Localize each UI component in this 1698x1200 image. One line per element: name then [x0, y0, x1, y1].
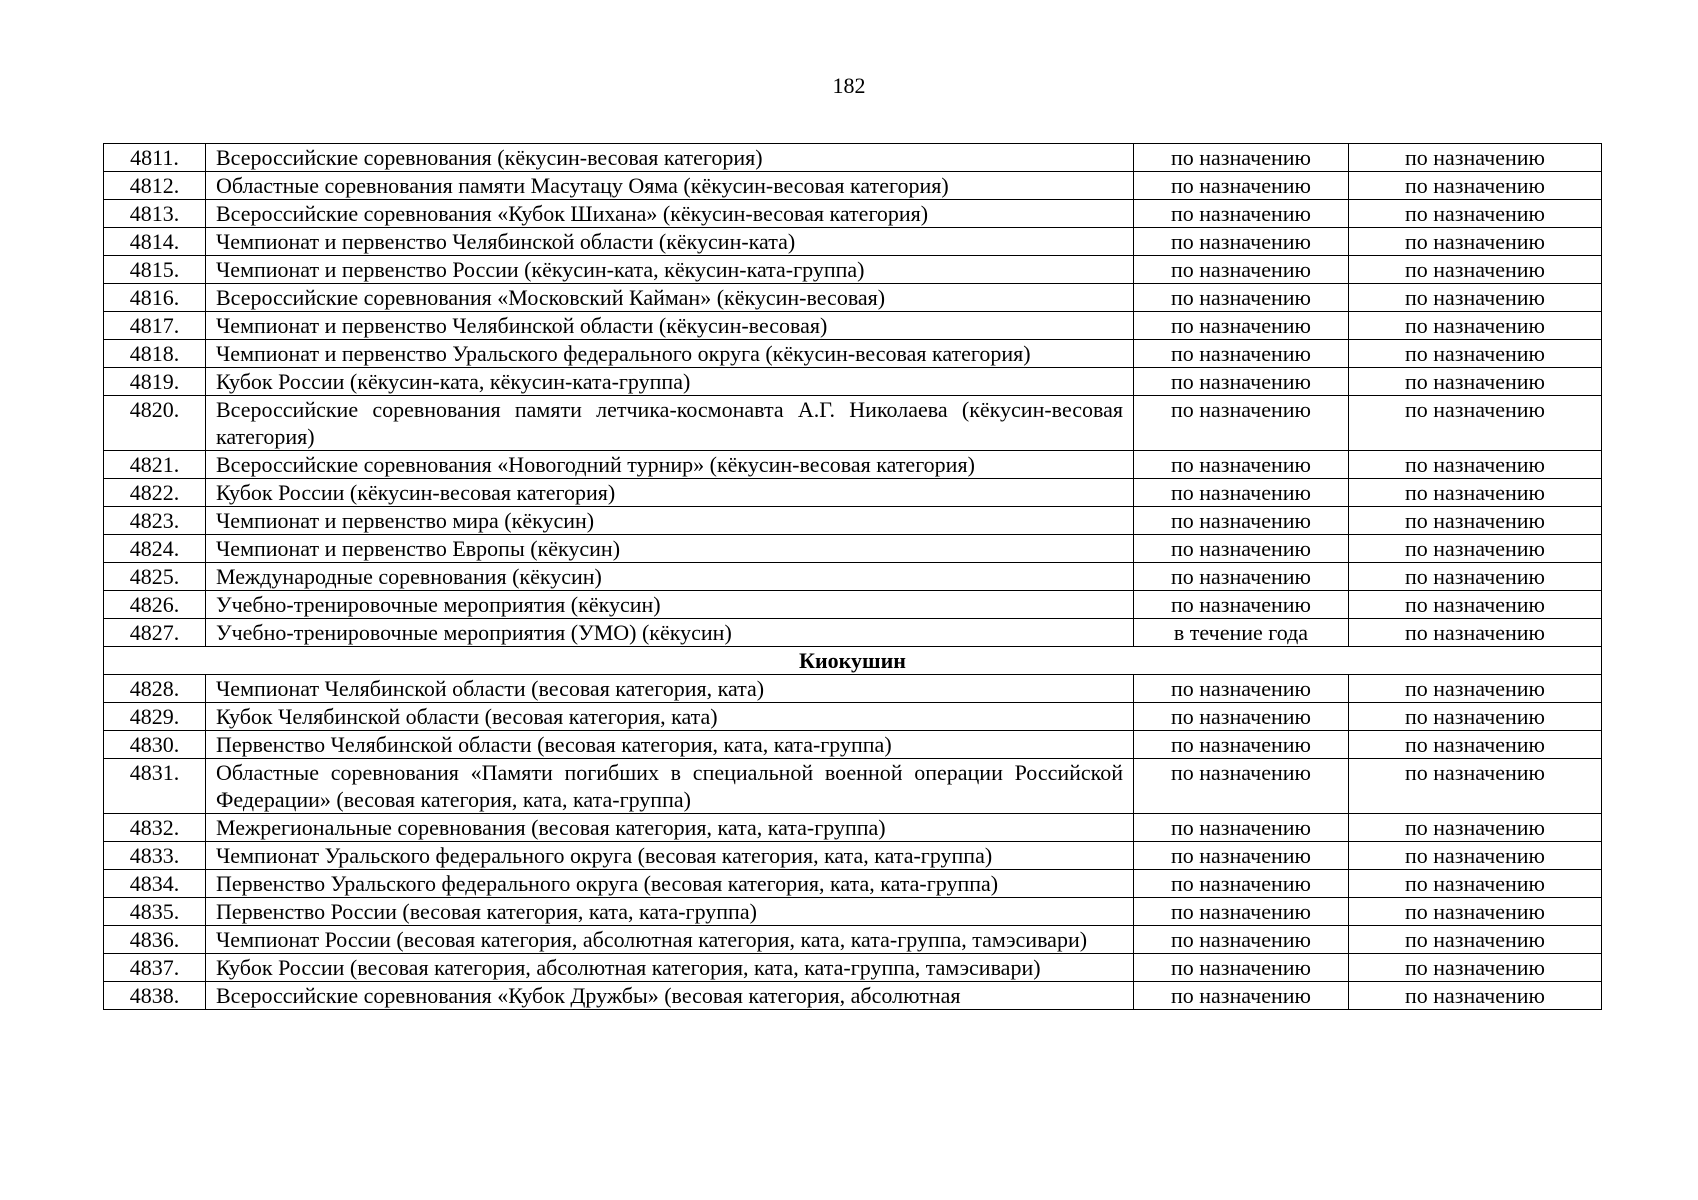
table-row: [104, 731, 1602, 759]
event-name: Областные соревнования памяти Масутацу Ояма (кёкусин-весовая категория): [206, 172, 1134, 200]
table-row: [104, 535, 1602, 563]
row-number: 4821.: [104, 451, 206, 479]
event-date: по назначению: [1134, 731, 1349, 759]
event-location: по назначению: [1349, 926, 1602, 954]
event-location: по назначению: [1349, 954, 1602, 982]
table-row: [104, 619, 1602, 647]
event-location: по назначению: [1349, 814, 1602, 842]
row-number: 4813.: [104, 200, 206, 228]
event-date: по назначению: [1134, 228, 1349, 256]
table-row: [104, 368, 1602, 396]
event-date: по назначению: [1134, 814, 1349, 842]
event-date: по назначению: [1134, 451, 1349, 479]
event-name: Всероссийские соревнования «Кубок Шихана» (кёкусин-весовая категория): [206, 200, 1134, 228]
event-name: Кубок Челябинской области (весовая категория, ката): [206, 703, 1134, 731]
event-name: Первенство Уральского федерального округа (весовая категория, ката, ката-группа): [206, 870, 1134, 898]
event-location: по назначению: [1349, 842, 1602, 870]
event-date: по назначению: [1134, 842, 1349, 870]
event-date: по назначению: [1134, 340, 1349, 368]
row-number: 4827.: [104, 619, 206, 647]
event-name: Первенство Челябинской области (весовая категория, ката, ката-группа): [206, 731, 1134, 759]
event-date: по назначению: [1134, 870, 1349, 898]
event-date: по назначению: [1134, 982, 1349, 1010]
event-date: по назначению: [1134, 703, 1349, 731]
row-number: 4812.: [104, 172, 206, 200]
event-location: по назначению: [1349, 870, 1602, 898]
event-location: по назначению: [1349, 675, 1602, 703]
event-name: Первенство России (весовая категория, ката, ката-группа): [206, 898, 1134, 926]
event-date: по назначению: [1134, 926, 1349, 954]
row-number: 4833.: [104, 842, 206, 870]
section-title: Киокушин: [104, 647, 1602, 675]
event-name: Областные соревнования «Памяти погибших в специальной военной операции Российской Федерации» (весовая категория, ката, ката-группа): [206, 759, 1134, 814]
event-name: Всероссийские соревнования «Кубок Дружбы» (весовая категория, абсолютная: [206, 982, 1134, 1010]
event-date: по назначению: [1134, 675, 1349, 703]
event-date: в течение года: [1134, 619, 1349, 647]
table-row: [104, 842, 1602, 870]
event-location: по назначению: [1349, 451, 1602, 479]
table-row: [104, 759, 1602, 814]
table-row: [104, 200, 1602, 228]
event-location: по назначению: [1349, 200, 1602, 228]
row-number: 4825.: [104, 563, 206, 591]
table-row: [104, 982, 1602, 1010]
event-name: Чемпионат и первенство Европы (кёкусин): [206, 535, 1134, 563]
row-number: 4814.: [104, 228, 206, 256]
event-date: по назначению: [1134, 563, 1349, 591]
event-name: Всероссийские соревнования (кёкусин-весовая категория): [206, 144, 1134, 172]
events-table: [103, 143, 1602, 1010]
row-number: 4816.: [104, 284, 206, 312]
row-number: 4831.: [104, 759, 206, 814]
event-location: по назначению: [1349, 619, 1602, 647]
table-row: [104, 256, 1602, 284]
row-number: 4815.: [104, 256, 206, 284]
event-date: по назначению: [1134, 200, 1349, 228]
event-date: по назначению: [1134, 312, 1349, 340]
event-location: по назначению: [1349, 507, 1602, 535]
event-name: Всероссийские соревнования памяти летчика-космонавта А.Г. Николаева (кёкусин-весовая категория): [206, 396, 1134, 451]
row-number: 4822.: [104, 479, 206, 507]
row-number: 4838.: [104, 982, 206, 1010]
table-row: [104, 396, 1602, 451]
row-number: 4836.: [104, 926, 206, 954]
table-row: [104, 312, 1602, 340]
event-location: по назначению: [1349, 982, 1602, 1010]
event-name: Межрегиональные соревнования (весовая категория, ката, ката-группа): [206, 814, 1134, 842]
event-date: по назначению: [1134, 591, 1349, 619]
event-name: Чемпионат Уральского федерального округа (весовая категория, ката, ката-группа): [206, 842, 1134, 870]
row-number: 4830.: [104, 731, 206, 759]
table-row: [104, 451, 1602, 479]
events-table-body: [104, 144, 1602, 1010]
event-location: по назначению: [1349, 256, 1602, 284]
event-location: по назначению: [1349, 731, 1602, 759]
row-number: 4828.: [104, 675, 206, 703]
event-name: Чемпионат и первенство Челябинской области (кёкусин-ката): [206, 228, 1134, 256]
event-name: Чемпионат и первенство России (кёкусин-ката, кёкусин-ката-группа): [206, 256, 1134, 284]
row-number: 4829.: [104, 703, 206, 731]
row-number: 4819.: [104, 368, 206, 396]
table-row: [104, 814, 1602, 842]
event-date: по назначению: [1134, 535, 1349, 563]
table-row: [104, 954, 1602, 982]
table-row: [104, 144, 1602, 172]
page-number: 182: [832, 73, 866, 98]
event-date: по назначению: [1134, 759, 1349, 814]
event-date: по назначению: [1134, 284, 1349, 312]
event-date: по назначению: [1134, 954, 1349, 982]
table-row: [104, 591, 1602, 619]
section-header-row: [104, 647, 1602, 675]
row-number: 4832.: [104, 814, 206, 842]
row-number: 4834.: [104, 870, 206, 898]
event-name: Чемпионат и первенство Челябинской области (кёкусин-весовая): [206, 312, 1134, 340]
table-row: [104, 228, 1602, 256]
table-row: [104, 479, 1602, 507]
event-location: по назначению: [1349, 898, 1602, 926]
row-number: 4817.: [104, 312, 206, 340]
table-row: [104, 507, 1602, 535]
table-row: [104, 563, 1602, 591]
event-location: по назначению: [1349, 759, 1602, 814]
event-location: по назначению: [1349, 479, 1602, 507]
event-name: Кубок России (кёкусин-ката, кёкусин-ката-группа): [206, 368, 1134, 396]
table-row: [104, 284, 1602, 312]
event-date: по назначению: [1134, 507, 1349, 535]
event-date: по назначению: [1134, 396, 1349, 451]
event-location: по назначению: [1349, 172, 1602, 200]
row-number: 4824.: [104, 535, 206, 563]
event-date: по назначению: [1134, 479, 1349, 507]
row-number: 4820.: [104, 396, 206, 451]
event-date: по назначению: [1134, 144, 1349, 172]
event-name: Всероссийские соревнования «Новогодний турнир» (кёкусин-весовая категория): [206, 451, 1134, 479]
row-number: 4818.: [104, 340, 206, 368]
event-name: Кубок России (весовая категория, абсолютная категория, ката, ката-группа, тамэсивари): [206, 954, 1134, 982]
event-location: по назначению: [1349, 563, 1602, 591]
event-name: Чемпионат и первенство Уральского федерального округа (кёкусин-весовая категория): [206, 340, 1134, 368]
event-date: по назначению: [1134, 256, 1349, 284]
row-number: 4823.: [104, 507, 206, 535]
event-location: по назначению: [1349, 591, 1602, 619]
event-location: по назначению: [1349, 144, 1602, 172]
event-location: по назначению: [1349, 396, 1602, 451]
table-row: [104, 870, 1602, 898]
event-location: по назначению: [1349, 312, 1602, 340]
event-location: по назначению: [1349, 535, 1602, 563]
event-location: по назначению: [1349, 340, 1602, 368]
event-date: по назначению: [1134, 898, 1349, 926]
event-date: по назначению: [1134, 368, 1349, 396]
event-name: Учебно-тренировочные мероприятия (кёкусин): [206, 591, 1134, 619]
event-date: по назначению: [1134, 172, 1349, 200]
event-name: Чемпионат России (весовая категория, абсолютная категория, ката, ката-группа, тамэсивари): [206, 926, 1134, 954]
event-name: Кубок России (кёкусин-весовая категория): [206, 479, 1134, 507]
event-location: по назначению: [1349, 228, 1602, 256]
row-number: 4811.: [104, 144, 206, 172]
event-name: Международные соревнования (кёкусин): [206, 563, 1134, 591]
table-row: [104, 172, 1602, 200]
event-name: Учебно-тренировочные мероприятия (УМО) (кёкусин): [206, 619, 1134, 647]
table-row: [104, 898, 1602, 926]
row-number: 4835.: [104, 898, 206, 926]
event-location: по назначению: [1349, 284, 1602, 312]
row-number: 4826.: [104, 591, 206, 619]
event-location: по назначению: [1349, 368, 1602, 396]
row-number: 4837.: [104, 954, 206, 982]
table-row: [104, 926, 1602, 954]
event-location: по назначению: [1349, 703, 1602, 731]
event-name: Чемпионат и первенство мира (кёкусин): [206, 507, 1134, 535]
table-row: [104, 340, 1602, 368]
event-name: Всероссийские соревнования «Московский Кайман» (кёкусин-весовая): [206, 284, 1134, 312]
table-row: [104, 703, 1602, 731]
table-row: [104, 675, 1602, 703]
event-name: Чемпионат Челябинской области (весовая категория, ката): [206, 675, 1134, 703]
